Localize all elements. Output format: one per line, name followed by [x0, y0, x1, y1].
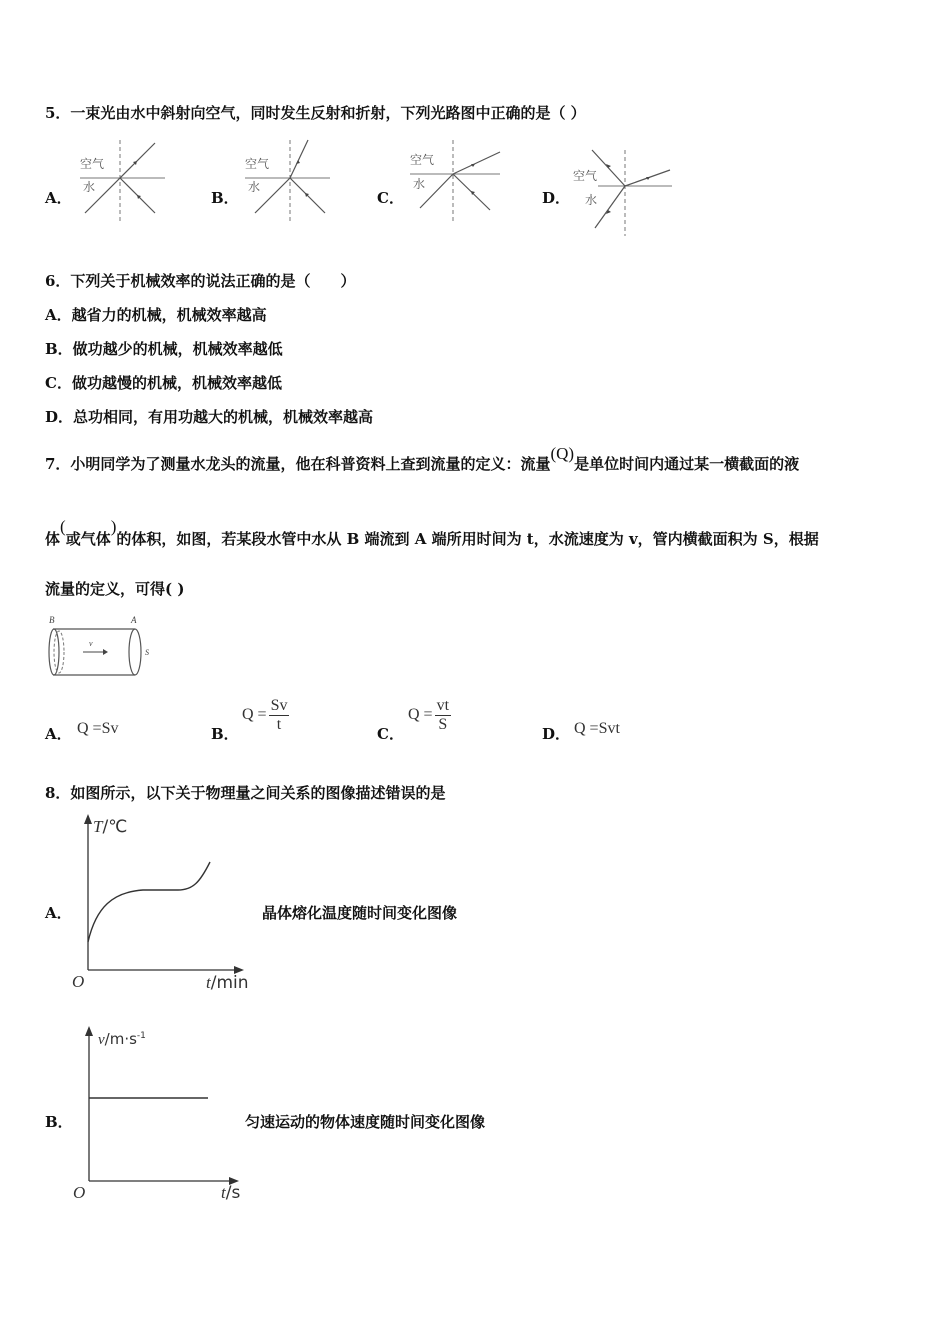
q7-option-c-formula [408, 697, 451, 734]
q7-option-d-formula: Q =Svt [574, 720, 620, 737]
svg-text:水: 水 [248, 180, 261, 194]
svg-text:水: 水 [585, 193, 598, 207]
q5-option-a-label: A． [45, 189, 72, 207]
melting-curve [88, 862, 210, 942]
q5-diagram-a [75, 138, 170, 223]
y-axis-label: T/℃ [93, 817, 128, 837]
q8-option-b-desc: 匀速运动的物体速度随时间变化图像 [245, 1113, 486, 1131]
q7-line-1-a: 7．小明同学为了测量水龙头的流量，他在科普资料上查到流量的定义：流量 [45, 455, 551, 473]
q8-option-a-label: A． [45, 904, 72, 922]
numerator: Sv [270, 697, 288, 714]
pipe-label-a: A [131, 615, 137, 625]
q7-option-c-label: C． [377, 725, 404, 743]
q5-option-d-label: D． [542, 189, 571, 207]
q7-option-a-label: A． [45, 725, 72, 743]
q5-option-c-label: C． [377, 189, 404, 207]
q7-paren-close: ) [110, 517, 117, 536]
q5-stem: 5．一束光由水中斜射向空气，同时发生反射和折射，下列光路图中正确的是（ ） [45, 104, 586, 122]
fraction [269, 697, 290, 734]
q6-option-b: B．做功越少的机械，机械效率越低 [45, 340, 283, 358]
y-axis-label: $v/m\cdot s^{-1}$ [98, 1030, 146, 1048]
origin-label: O [73, 1183, 86, 1202]
q7-paren-open: ( [60, 517, 66, 536]
q7-option-b-formula [242, 697, 289, 734]
q5-option-b-label: B． [211, 189, 239, 207]
q8-option-a-desc: 晶体熔化温度随时间变化图像 [262, 904, 458, 922]
y-axis-arrow [85, 1026, 93, 1036]
pipe-label-s: S [145, 648, 149, 657]
q8-stem: 8．如图所示，以下关于物理量之间关系的图像描述错误的是 [45, 784, 446, 802]
q7-line-1 [45, 444, 800, 474]
q5-diagram-c [405, 138, 505, 223]
q7-q-symbol: (Q) [550, 444, 575, 463]
q7-pipe-diagram [45, 612, 155, 680]
x-axis-label: t/s [221, 1183, 241, 1203]
q6-option-d: D．总功相同，有用功越大的机械，机械效率越高 [45, 408, 374, 426]
q5-diagram-d [570, 148, 675, 238]
pipe-label-b: B [49, 615, 55, 625]
svg-text:空气: 空气 [573, 169, 598, 183]
origin-label: O [72, 972, 85, 991]
q6-option-a: A．越省力的机械，机械效率越高 [45, 306, 267, 324]
q7-line-2-a: 体 [45, 530, 61, 548]
q7-option-b-label: B． [211, 725, 239, 743]
q6-option-c: C．做功越慢的机械，机械效率越低 [45, 374, 282, 392]
q7-option-d-label: D． [542, 725, 571, 743]
q7-line-2-c: 的体积，如图，若某段水管中水从 B 端流到 A 端所用时间为 t，水流速度为 v，管内横截面积为 S，根据 [116, 530, 819, 548]
q7-option-a-formula: Q =Sv [77, 720, 119, 737]
q7-line-1-b: 是单位时间内通过某一横截面的液 [574, 455, 800, 473]
q7-line-2 [45, 517, 819, 549]
denominator: S [438, 716, 448, 733]
fraction [435, 697, 451, 734]
q7-line-2-b: 或气体 [65, 530, 111, 548]
svg-text:水: 水 [413, 177, 426, 191]
air-label: 空气 [80, 157, 105, 171]
water-label: 水 [83, 180, 96, 194]
pipe-label-v: v [89, 639, 93, 648]
q8-graph-b [68, 1020, 253, 1205]
formula-lhs: Q = [242, 706, 267, 724]
y-axis-arrow [84, 814, 92, 824]
formula-lhs: Q = [408, 706, 433, 724]
q6-stem: 6．下列关于机械效率的说法正确的是（ ） [45, 272, 356, 290]
denominator: t [276, 716, 282, 733]
svg-text:空气: 空气 [245, 157, 270, 171]
q7-line-3: 流量的定义，可得( ) [45, 580, 185, 598]
q8-option-b-label: B． [45, 1113, 73, 1131]
q5-diagram-b [240, 138, 335, 223]
numerator: vt [436, 697, 450, 714]
q8-graph-a [68, 812, 263, 994]
svg-text:空气: 空气 [410, 153, 435, 167]
x-axis-label: t/min [206, 973, 249, 993]
